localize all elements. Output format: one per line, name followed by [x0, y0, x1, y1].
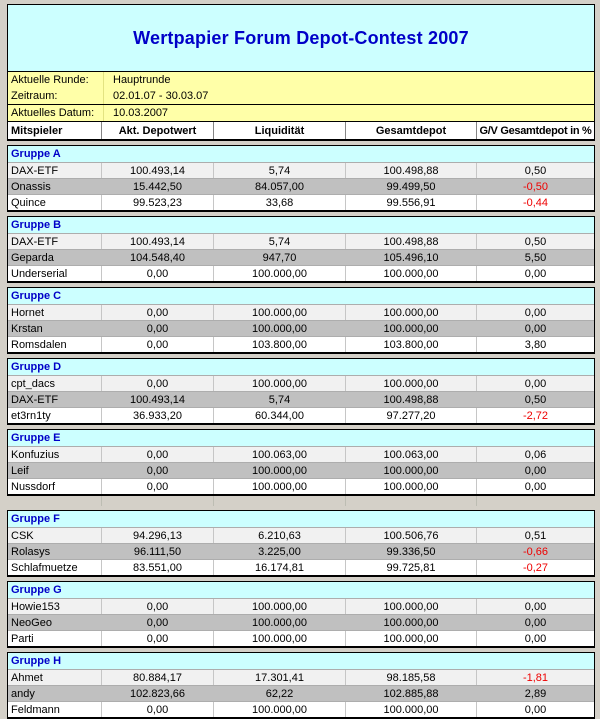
gv-cell: -0,27 — [476, 560, 594, 575]
grid-line — [213, 496, 214, 506]
player-cell: Krstan — [11, 322, 43, 335]
liquiditaet-cell: 84.057,00 — [213, 179, 345, 194]
group-title: Gruppe H — [8, 653, 594, 669]
player-cell: Rolasys — [11, 545, 51, 558]
group-block — [7, 652, 595, 719]
gv-cell: 0,51 — [476, 528, 594, 543]
liquiditaet-cell: 100.063,00 — [213, 447, 345, 462]
table-row — [8, 630, 594, 646]
gv-cell: -0,44 — [476, 195, 594, 210]
table-row — [8, 543, 594, 559]
table-row — [8, 178, 594, 194]
gv-cell: -0,66 — [476, 544, 594, 559]
info-row-datum — [8, 104, 594, 121]
group-title: Gruppe F — [8, 511, 594, 527]
column-header-row — [8, 121, 594, 139]
player-cell: Onassis — [11, 180, 51, 193]
gv-cell: 0,00 — [476, 479, 594, 494]
gesamtdepot-cell: 105.496,10 — [345, 250, 476, 265]
player-cell: CSK — [11, 529, 34, 542]
player-cell: et3rn1ty — [11, 409, 51, 422]
player-cell: Parti — [11, 632, 34, 645]
player-cell: Underserial — [11, 267, 68, 280]
gv-cell: 0,06 — [476, 447, 594, 462]
gesamtdepot-cell: 100.000,00 — [345, 266, 476, 281]
grid-line — [101, 496, 102, 506]
table-row — [8, 614, 594, 630]
grid-spacer — [7, 496, 595, 506]
gesamtdepot-cell: 100.498,88 — [345, 234, 476, 249]
info-row-zeitraum — [8, 88, 594, 104]
grid-line — [476, 496, 477, 506]
player-cell: Nussdorf — [11, 480, 56, 493]
depotwert-cell: 80.884,17 — [101, 670, 213, 685]
player-cell: NeoGeo — [11, 616, 52, 629]
depotwert-cell: 0,00 — [101, 305, 213, 320]
column-header-gesamtdepot: Gesamtdepot — [345, 122, 476, 139]
title-banner — [8, 5, 594, 72]
gv-cell: 0,00 — [476, 599, 594, 614]
info-label: Zeitraum: — [11, 90, 58, 102]
table-row — [8, 375, 594, 391]
gv-cell: 0,00 — [476, 305, 594, 320]
group-block — [7, 429, 595, 496]
group-title: Gruppe G — [8, 582, 594, 598]
table-row — [8, 304, 594, 320]
table-row — [8, 598, 594, 614]
gesamtdepot-cell: 100.000,00 — [345, 599, 476, 614]
depotwert-cell: 0,00 — [101, 702, 213, 717]
depotwert-cell: 96.111,50 — [101, 544, 213, 559]
gesamtdepot-cell: 99.499,50 — [345, 179, 476, 194]
group-title: Gruppe B — [8, 217, 594, 233]
gv-cell: 0,00 — [476, 631, 594, 646]
liquiditaet-cell: 100.000,00 — [213, 631, 345, 646]
gesamtdepot-cell: 100.498,88 — [345, 392, 476, 407]
gesamtdepot-cell: 100.000,00 — [345, 631, 476, 646]
gv-cell: 0,00 — [476, 702, 594, 717]
page-title: Wertpapier Forum Depot-Contest 2007 — [133, 27, 469, 48]
table-row — [8, 446, 594, 462]
depotwert-cell: 15.442,50 — [101, 179, 213, 194]
grid-line — [345, 496, 346, 506]
table-row — [8, 407, 594, 423]
depotwert-cell: 100.493,14 — [101, 234, 213, 249]
gv-cell: -1,81 — [476, 670, 594, 685]
player-cell: Schlafmuetze — [11, 561, 78, 574]
column-header-gv-prozent: G/V Gesamtdepot in % — [476, 122, 594, 139]
report-sheet — [7, 4, 595, 719]
gv-cell: 0,50 — [476, 234, 594, 249]
column-header-liquiditaet: Liquidität — [213, 122, 345, 139]
liquiditaet-cell: 100.000,00 — [213, 479, 345, 494]
group-block — [7, 581, 595, 648]
player-cell: Howie153 — [11, 600, 60, 613]
gv-cell: -0,50 — [476, 179, 594, 194]
gv-cell: 0,50 — [476, 392, 594, 407]
table-row — [8, 233, 594, 249]
player-cell: andy — [11, 687, 35, 700]
gesamtdepot-cell: 103.800,00 — [345, 337, 476, 352]
column-header-depotwert: Akt. Depotwert — [101, 122, 213, 139]
table-row — [8, 391, 594, 407]
gesamtdepot-cell: 99.336,50 — [345, 544, 476, 559]
gesamtdepot-cell: 100.498,88 — [345, 163, 476, 178]
info-label: Aktuelle Runde: — [11, 74, 89, 86]
liquiditaet-cell: 100.000,00 — [213, 376, 345, 391]
groups-container — [7, 145, 595, 719]
table-row — [8, 559, 594, 575]
liquiditaet-cell: 100.000,00 — [213, 321, 345, 336]
gv-cell: 0,00 — [476, 463, 594, 478]
info-row-runde — [8, 72, 594, 88]
table-row — [8, 685, 594, 701]
gv-cell: 0,00 — [476, 376, 594, 391]
table-row — [8, 669, 594, 685]
player-cell: Hornet — [11, 306, 45, 319]
liquiditaet-cell: 5,74 — [213, 163, 345, 178]
table-row — [8, 265, 594, 281]
info-value: Hauptrunde — [103, 72, 594, 88]
gesamtdepot-cell: 100.000,00 — [345, 321, 476, 336]
gv-cell: -2,72 — [476, 408, 594, 423]
gesamtdepot-cell: 100.000,00 — [345, 305, 476, 320]
liquiditaet-cell: 5,74 — [213, 234, 345, 249]
group-title: Gruppe A — [8, 146, 594, 162]
gesamtdepot-cell: 99.725,81 — [345, 560, 476, 575]
group-block — [7, 358, 595, 425]
gv-cell: 0,00 — [476, 321, 594, 336]
gesamtdepot-cell: 98.185,58 — [345, 670, 476, 685]
liquiditaet-cell: 100.000,00 — [213, 599, 345, 614]
gv-cell: 0,00 — [476, 615, 594, 630]
gesamtdepot-cell: 99.556,91 — [345, 195, 476, 210]
depotwert-cell: 36.933,20 — [101, 408, 213, 423]
player-cell: DAX-ETF — [11, 393, 59, 406]
liquiditaet-cell: 947,70 — [213, 250, 345, 265]
liquiditaet-cell: 16.174,81 — [213, 560, 345, 575]
table-row — [8, 249, 594, 265]
table-row — [8, 194, 594, 210]
liquiditaet-cell: 100.000,00 — [213, 615, 345, 630]
group-title: Gruppe E — [8, 430, 594, 446]
player-cell: Feldmann — [11, 703, 60, 716]
gv-cell: 0,50 — [476, 163, 594, 178]
liquiditaet-cell: 17.301,41 — [213, 670, 345, 685]
gv-cell: 3,80 — [476, 337, 594, 352]
group-title: Gruppe C — [8, 288, 594, 304]
table-row — [8, 478, 594, 494]
group-block — [7, 510, 595, 577]
gesamtdepot-cell: 100.000,00 — [345, 702, 476, 717]
gesamtdepot-cell: 100.000,00 — [345, 376, 476, 391]
table-row — [8, 527, 594, 543]
gesamtdepot-cell: 100.063,00 — [345, 447, 476, 462]
depotwert-cell: 0,00 — [101, 615, 213, 630]
table-row — [8, 336, 594, 352]
player-cell: Ahmet — [11, 671, 43, 684]
depotwert-cell: 0,00 — [101, 447, 213, 462]
depotwert-cell: 0,00 — [101, 599, 213, 614]
gesamtdepot-cell: 100.506,76 — [345, 528, 476, 543]
group-block — [7, 216, 595, 283]
group-block — [7, 287, 595, 354]
depotwert-cell: 0,00 — [101, 321, 213, 336]
depotwert-cell: 83.551,00 — [101, 560, 213, 575]
report-header-block — [7, 4, 595, 141]
group-title: Gruppe D — [8, 359, 594, 375]
liquiditaet-cell: 33,68 — [213, 195, 345, 210]
player-cell: Konfuzius — [11, 448, 60, 461]
player-cell: Quince — [11, 196, 46, 209]
liquiditaet-cell: 60.344,00 — [213, 408, 345, 423]
depotwert-cell: 0,00 — [101, 631, 213, 646]
info-label: Aktuelles Datum: — [11, 107, 95, 119]
player-cell: Leif — [11, 464, 29, 477]
depotwert-cell: 94.296,13 — [101, 528, 213, 543]
player-cell: Geparda — [11, 251, 54, 264]
gv-cell: 5,50 — [476, 250, 594, 265]
table-row — [8, 162, 594, 178]
player-cell: Romsdalen — [11, 338, 67, 351]
depotwert-cell: 100.493,14 — [101, 163, 213, 178]
group-block — [7, 145, 595, 212]
depotwert-cell: 0,00 — [101, 479, 213, 494]
depotwert-cell: 0,00 — [101, 337, 213, 352]
depotwert-cell: 0,00 — [101, 463, 213, 478]
depotwert-cell: 104.548,40 — [101, 250, 213, 265]
gesamtdepot-cell: 100.000,00 — [345, 463, 476, 478]
liquiditaet-cell: 100.000,00 — [213, 305, 345, 320]
liquiditaet-cell: 103.800,00 — [213, 337, 345, 352]
liquiditaet-cell: 100.000,00 — [213, 266, 345, 281]
column-header-mitspieler: Mitspieler — [11, 124, 63, 137]
player-cell: DAX-ETF — [11, 164, 59, 177]
gesamtdepot-cell: 97.277,20 — [345, 408, 476, 423]
table-row — [8, 701, 594, 717]
depotwert-cell: 0,00 — [101, 376, 213, 391]
table-row — [8, 462, 594, 478]
depotwert-cell: 100.493,14 — [101, 392, 213, 407]
gesamtdepot-cell: 102.885,88 — [345, 686, 476, 701]
liquiditaet-cell: 3.225,00 — [213, 544, 345, 559]
liquiditaet-cell: 100.000,00 — [213, 463, 345, 478]
depotwert-cell: 0,00 — [101, 266, 213, 281]
table-row — [8, 320, 594, 336]
depotwert-cell: 102.823,66 — [101, 686, 213, 701]
player-cell: cpt_dacs — [11, 377, 56, 390]
gesamtdepot-cell: 100.000,00 — [345, 479, 476, 494]
gv-cell: 2,89 — [476, 686, 594, 701]
liquiditaet-cell: 6.210,63 — [213, 528, 345, 543]
liquiditaet-cell: 62,22 — [213, 686, 345, 701]
gv-cell: 0,00 — [476, 266, 594, 281]
info-value: 02.01.07 - 30.03.07 — [103, 88, 594, 104]
liquiditaet-cell: 5,74 — [213, 392, 345, 407]
player-cell: DAX-ETF — [11, 235, 59, 248]
info-value: 10.03.2007 — [103, 105, 594, 121]
liquiditaet-cell: 100.000,00 — [213, 702, 345, 717]
gesamtdepot-cell: 100.000,00 — [345, 615, 476, 630]
depotwert-cell: 99.523,23 — [101, 195, 213, 210]
